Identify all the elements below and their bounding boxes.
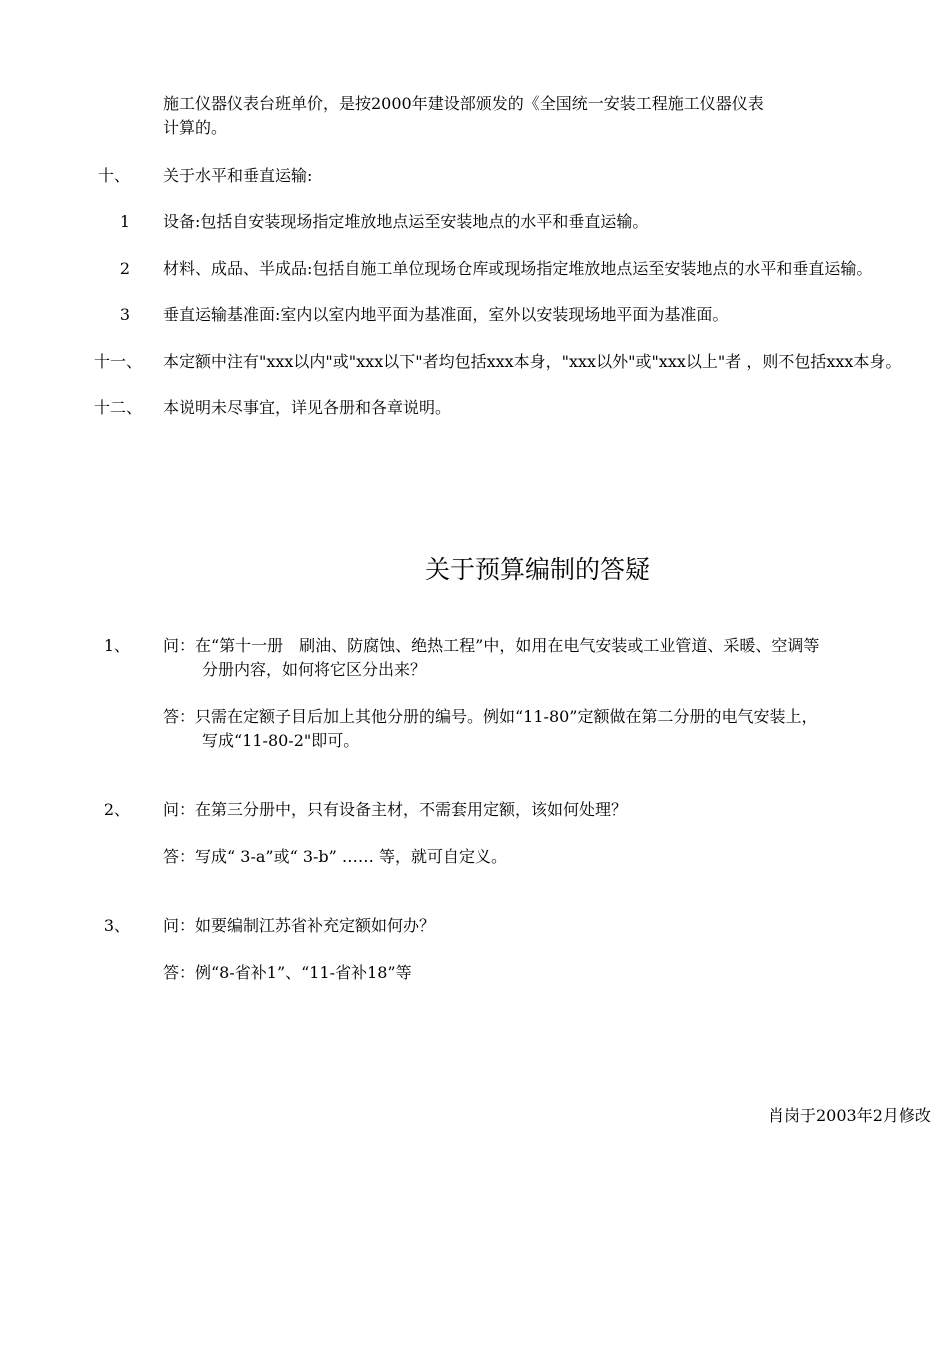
faq-1-answer-line-2: 写成“11-80-2"即可。 <box>202 731 360 750</box>
faq-title: 关于预算编制的答疑 <box>425 555 651 584</box>
faq-2-answer-line-1: 答：写成“ 3-a”或“ 3-b” …… 等，就可自定义。 <box>163 847 508 866</box>
section-10-item-1-number: 1 <box>119 212 130 231</box>
faq-1-number: 1、 <box>103 636 130 655</box>
section-10-item-1-text: 设备:包括自安装现场指定堆放地点运至安装地点的水平和垂直运输。 <box>163 212 649 231</box>
section-11-text: 本定额中注有"xxx以内"或"xxx以下"者均包括xxx本身，"xxx以外"或"xxx以上"者 ，则不包括xxx本身。 <box>163 352 902 371</box>
section-10-item-3-number: 3 <box>119 305 130 324</box>
faq-2-question-line-1: 问：在第三分册中，只有设备主材，不需套用定额，该如何处理？ <box>163 800 628 819</box>
intro-line-2: 计算的。 <box>163 118 228 137</box>
section-11-number: 十一、 <box>93 352 142 371</box>
faq-3-number: 3、 <box>103 916 130 935</box>
faq-2-number: 2、 <box>103 800 130 819</box>
intro-line-1: 施工仪器仪表台班单价，是按2000年建设部颁发的《全国统一安装工程施工仪器仪表 <box>163 94 764 113</box>
section-12-text: 本说明未尽事宜，详见各册和各章说明。 <box>163 398 452 417</box>
section-10-item-2-text: 材料、成品、半成品:包括自施工单位现场仓库或现场指定堆放地点运至安装地点的水平和垂直运输。 <box>163 259 873 278</box>
faq-1-question-line-2: 分册内容，如何将它区分出来？ <box>202 660 427 679</box>
section-10-item-3-text: 垂直运输基准面:室内以室内地平面为基准面，室外以安装现场地平面为基准面。 <box>163 305 729 324</box>
faq-1-question-line-1: 问：在“第十一册 刷油、防腐蚀、绝热工程”中，如用在电气安装或工业管道、采暖、空调等 <box>163 636 820 655</box>
section-10-number: 十、 <box>97 166 130 185</box>
section-12-number: 十二、 <box>93 398 142 417</box>
section-10-text: 关于水平和垂直运输: <box>163 166 313 185</box>
faq-3-question-line-1: 问：如要编制江苏省补充定额如何办？ <box>163 916 436 935</box>
signature: 肖岗于2003年2月修改 <box>768 1106 931 1125</box>
faq-3-answer-line-1: 答：例“8-省补1”、“11-省补18”等 <box>163 963 412 982</box>
section-10-item-2-number: 2 <box>119 259 130 278</box>
faq-1-answer-line-1: 答：只需在定额子目后加上其他分册的编号。例如“11-80”定额做在第二分册的电气安装上， <box>163 707 818 726</box>
